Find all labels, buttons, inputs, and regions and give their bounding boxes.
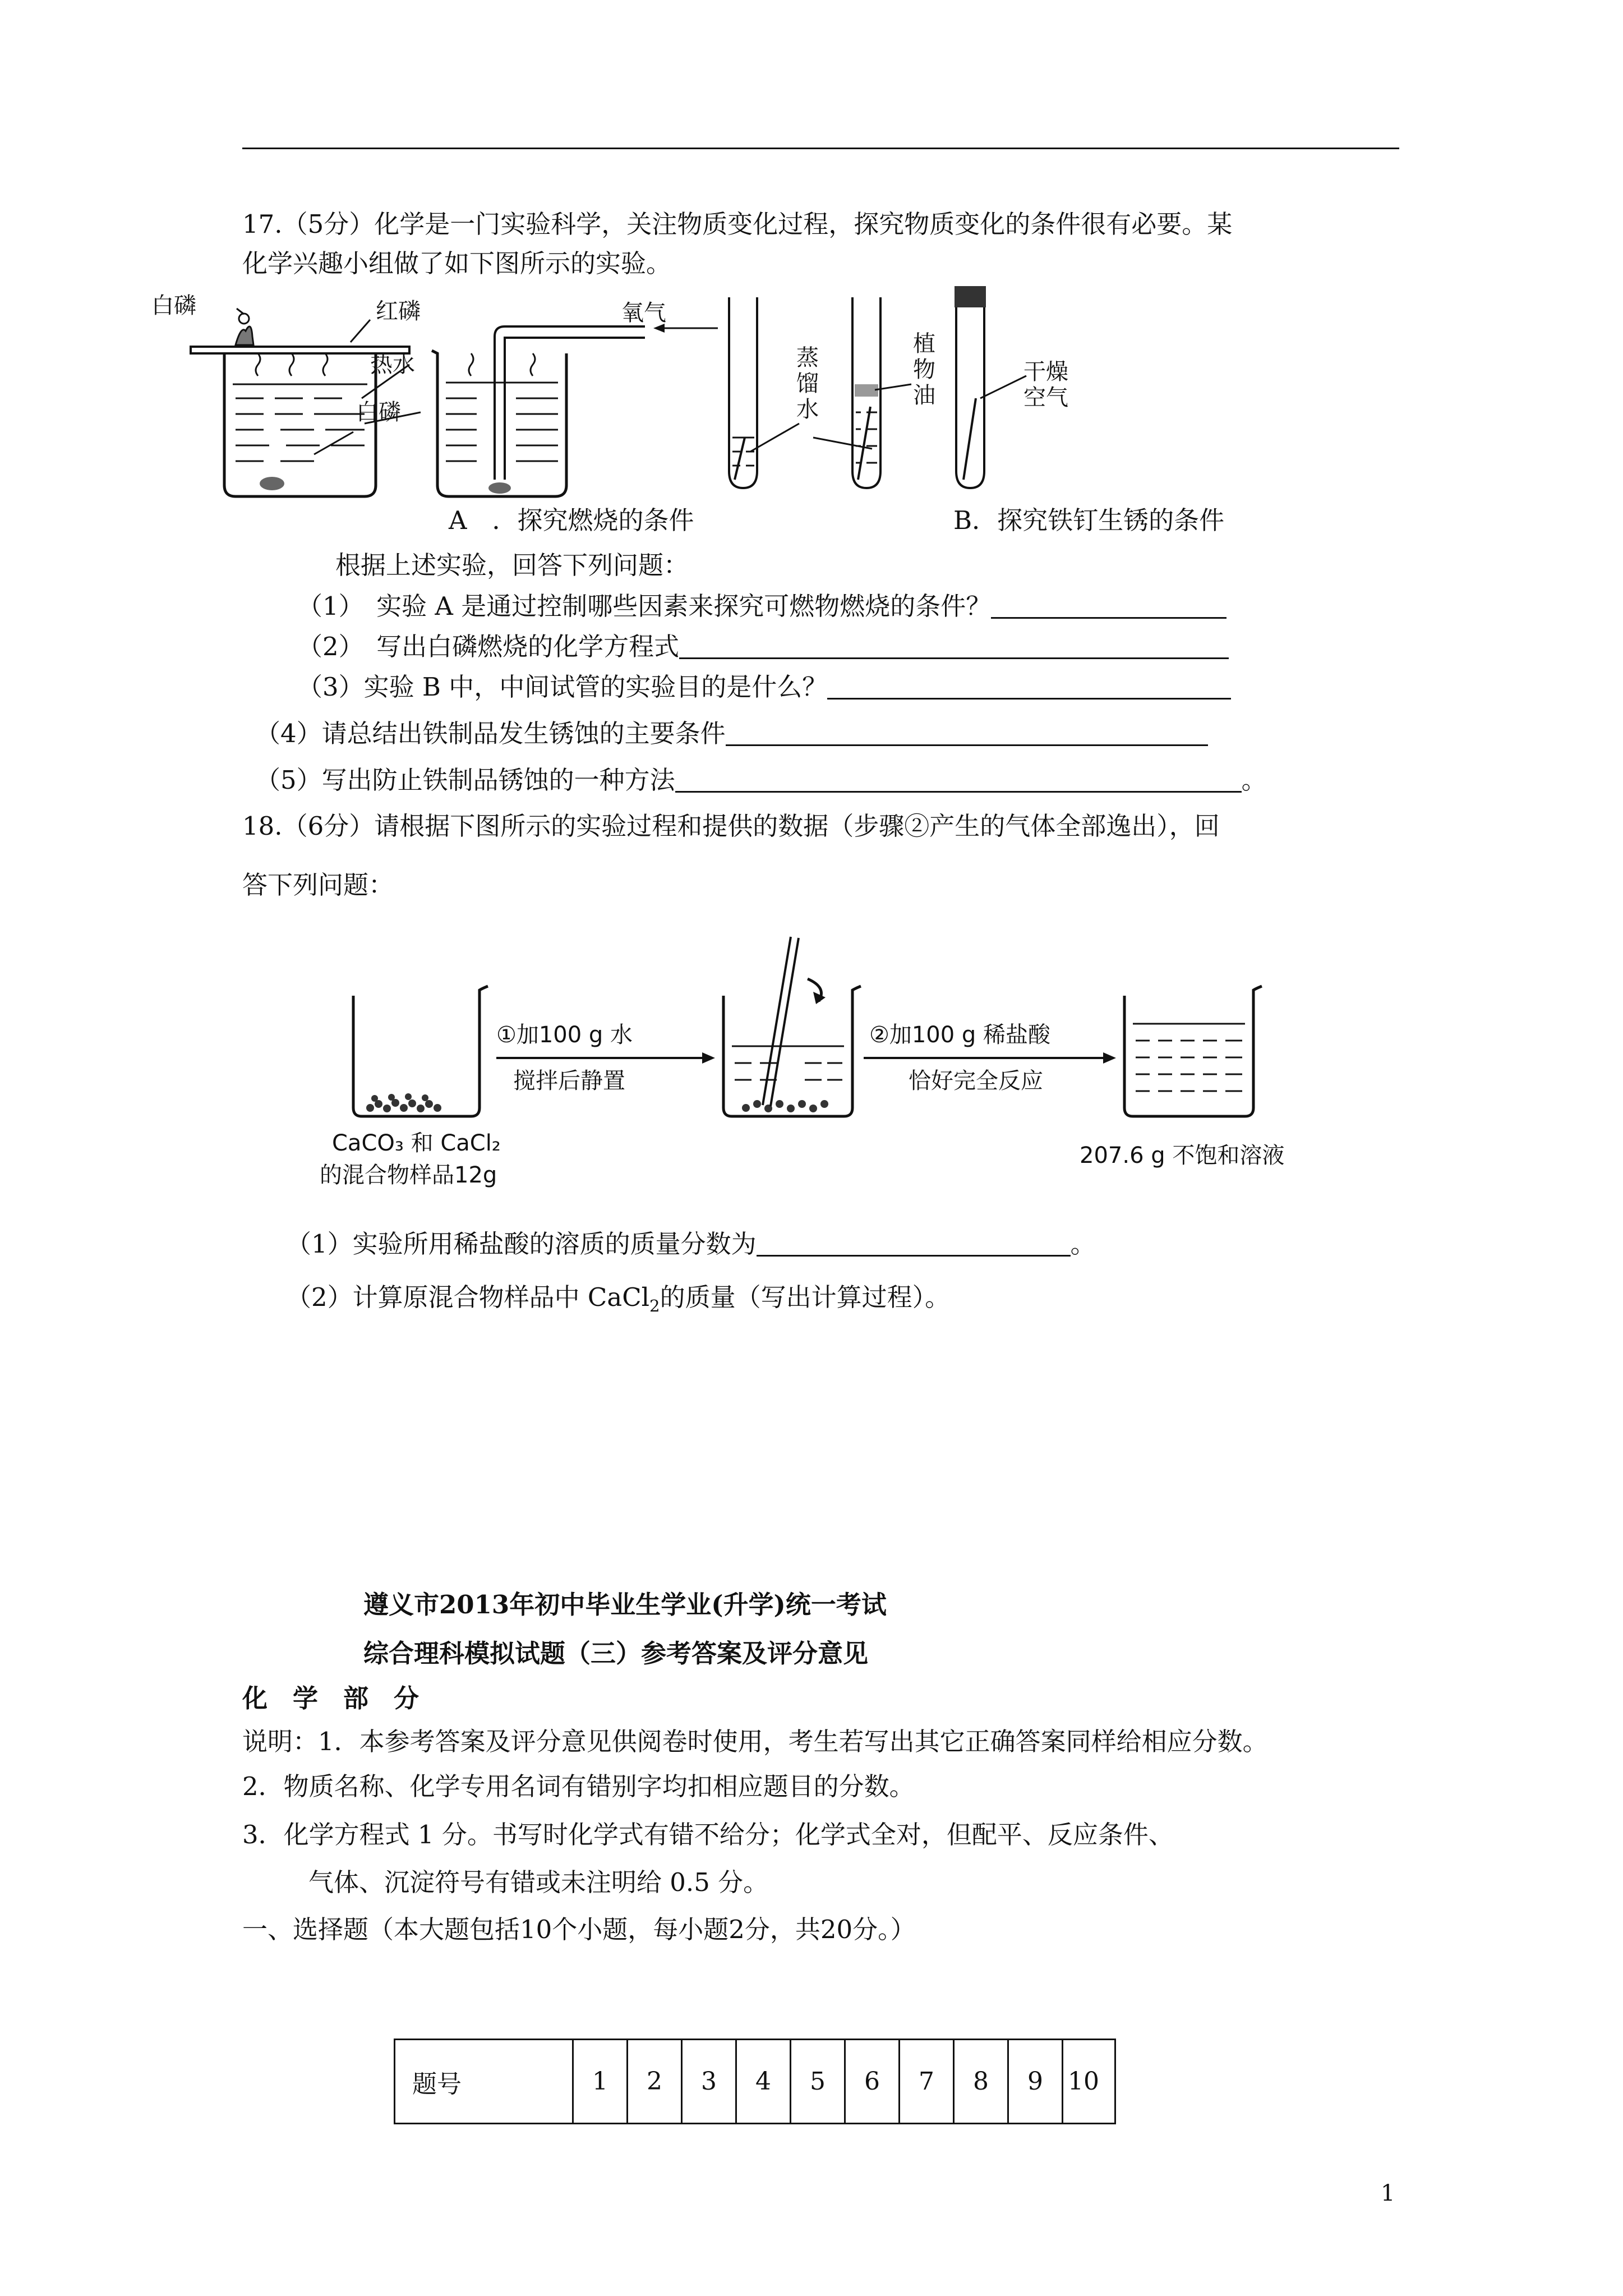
- q17-sub1-answer-blank[interactable]: [991, 593, 1227, 619]
- q18-result: 207.6 g 不饱和溶液: [1080, 1143, 1285, 1168]
- q17-intro-line2: 化学兴趣小组做了如下图所示的实验。: [242, 249, 672, 278]
- page-number: 1: [1381, 2180, 1395, 2206]
- answer-note3b: 气体、沉淀符号有错或未注明给 0.5 分。: [308, 1867, 769, 1897]
- answer-note1: 说明：1．本参考答案及评分意见供阅卷时使用，考生若写出其它正确答案同样给相应分数。: [242, 1727, 1268, 1756]
- table-header-cell: 题号: [395, 2040, 573, 2124]
- q17-sub5-answer-blank[interactable]: [675, 767, 1242, 793]
- label-white-p-bottom: 白磷: [356, 399, 401, 425]
- table-number-cell: 5: [791, 2040, 845, 2124]
- label-dry-air: 干燥空气: [1023, 359, 1068, 411]
- q17-figure: [151, 286, 1273, 510]
- table-number-cell: 1: [573, 2040, 628, 2124]
- table-number-cell: 7: [900, 2040, 954, 2124]
- q18-sample-line1: CaCO₃ 和 CaCl₂: [332, 1130, 501, 1156]
- label-hot-water: 热水: [370, 352, 415, 378]
- table-number-cell: 2: [628, 2040, 682, 2124]
- q18-step1-bottom: 搅拌后静置: [513, 1068, 625, 1094]
- table-number-cell: 6: [845, 2040, 900, 2124]
- q17-sub3-answer-blank[interactable]: [827, 674, 1231, 700]
- q17-sub2: [297, 634, 1229, 659]
- answer-title2: 综合理科模拟试题（三）参考答案及评分意见: [363, 1639, 869, 1668]
- table-number-cell: 9: [1008, 2040, 1063, 2124]
- q17-sub5-text: （5）写出防止铁制品锈蚀的一种方法: [255, 765, 675, 795]
- caption-b: B．探究铁钉生锈的条件: [953, 505, 1225, 535]
- answer-note2: 2．物质名称、化学专用名词有错别字均扣相应题目的分数。: [242, 1772, 915, 1801]
- answer-note3: 3．化学方程式 1 分。书写时化学式有错不给分；化学式全对，但配平、反应条件、: [242, 1820, 1174, 1849]
- table-row: [395, 2040, 1115, 2124]
- q17-sub4-answer-blank[interactable]: [726, 721, 1208, 746]
- q18-sub2-subscript: 2: [649, 1296, 660, 1315]
- label-red-p: 红磷: [376, 298, 421, 324]
- q17-sub1-text: （1） 实验 A 是通过控制哪些因素来探究可燃物燃烧的条件？: [297, 591, 992, 621]
- q17-figure-drawing: [151, 286, 1273, 510]
- q18-sub1-text: （1）实验所用稀盐酸的溶质的质量分数为: [286, 1229, 757, 1259]
- table-number-cell: 10: [1063, 2040, 1115, 2124]
- q17-sub3: [297, 674, 1231, 700]
- q18-step1-top: ①加100 g 水: [496, 1022, 633, 1048]
- answer-table: [394, 2039, 1116, 2124]
- q18-sub1-answer-blank[interactable]: [757, 1231, 1071, 1257]
- table-number-cell: 3: [682, 2040, 736, 2124]
- q18-sub2-text-a: （2）计算原混合物样品中 CaCl: [286, 1282, 650, 1312]
- q18-sub2-text-b: 的质量（写出计算过程）。: [660, 1282, 951, 1312]
- q18-step2-top: ②加100 g 稀盐酸: [869, 1022, 1051, 1048]
- label-oxygen: 氧气: [621, 300, 666, 326]
- q18-sub1-end: 。: [1070, 1229, 1096, 1259]
- answer-section-heading: 化 学 部 分: [242, 1683, 419, 1713]
- table-number-cell: 4: [736, 2040, 791, 2124]
- q17-prompt: 根据上述实验，回答下列问题：: [335, 550, 689, 580]
- q17-sub1: [297, 593, 1227, 619]
- q17-sub3-text: （3）实验 B 中，中间试管的实验目的是什么？: [297, 672, 828, 702]
- q17-intro-line1: 17.（5分）化学是一门实验科学，关注物质变化过程，探究物质变化的条件很有必要。某: [242, 209, 1233, 239]
- header-rule: [242, 148, 1399, 149]
- caption-a: A ．探究燃烧的条件: [449, 505, 694, 535]
- table-number-cell: 8: [954, 2040, 1008, 2124]
- label-white-p-top: 白磷: [151, 293, 196, 319]
- q18-sub2: [286, 1282, 951, 1315]
- q17-sub5-end: 。: [1241, 765, 1267, 795]
- q18-intro-line2: 答下列问题：: [242, 870, 394, 900]
- q18-step2-bottom: 恰好完全反应: [909, 1068, 1043, 1094]
- q18-figure: [303, 926, 1368, 1206]
- q17-sub4: [255, 721, 1208, 746]
- q17-sub2-answer-blank[interactable]: [679, 634, 1229, 659]
- q17-sub5: [255, 767, 1267, 793]
- label-vegetable-oil: 植物油: [913, 331, 935, 408]
- q18-sample-line2: 的混合物样品12g: [320, 1162, 497, 1188]
- q17-sub4-text: （4）请总结出铁制品发生锈蚀的主要条件: [255, 719, 726, 748]
- q18-sub1: [286, 1231, 1096, 1257]
- answer-title1: 遵义市2013年初中毕业生学业(升学)统一考试: [363, 1590, 887, 1619]
- q17-sub2-text: （2） 写出白磷燃烧的化学方程式: [297, 632, 680, 661]
- mc-heading: 一、选择题（本大题包括10个小题，每小题2分，共20分。）: [242, 1915, 916, 1944]
- label-distilled-water: 蒸馏水: [796, 345, 819, 422]
- q18-intro-line1: 18.（6分）请根据下图所示的实验过程和提供的数据（步骤②产生的气体全部逸出），回: [242, 811, 1220, 841]
